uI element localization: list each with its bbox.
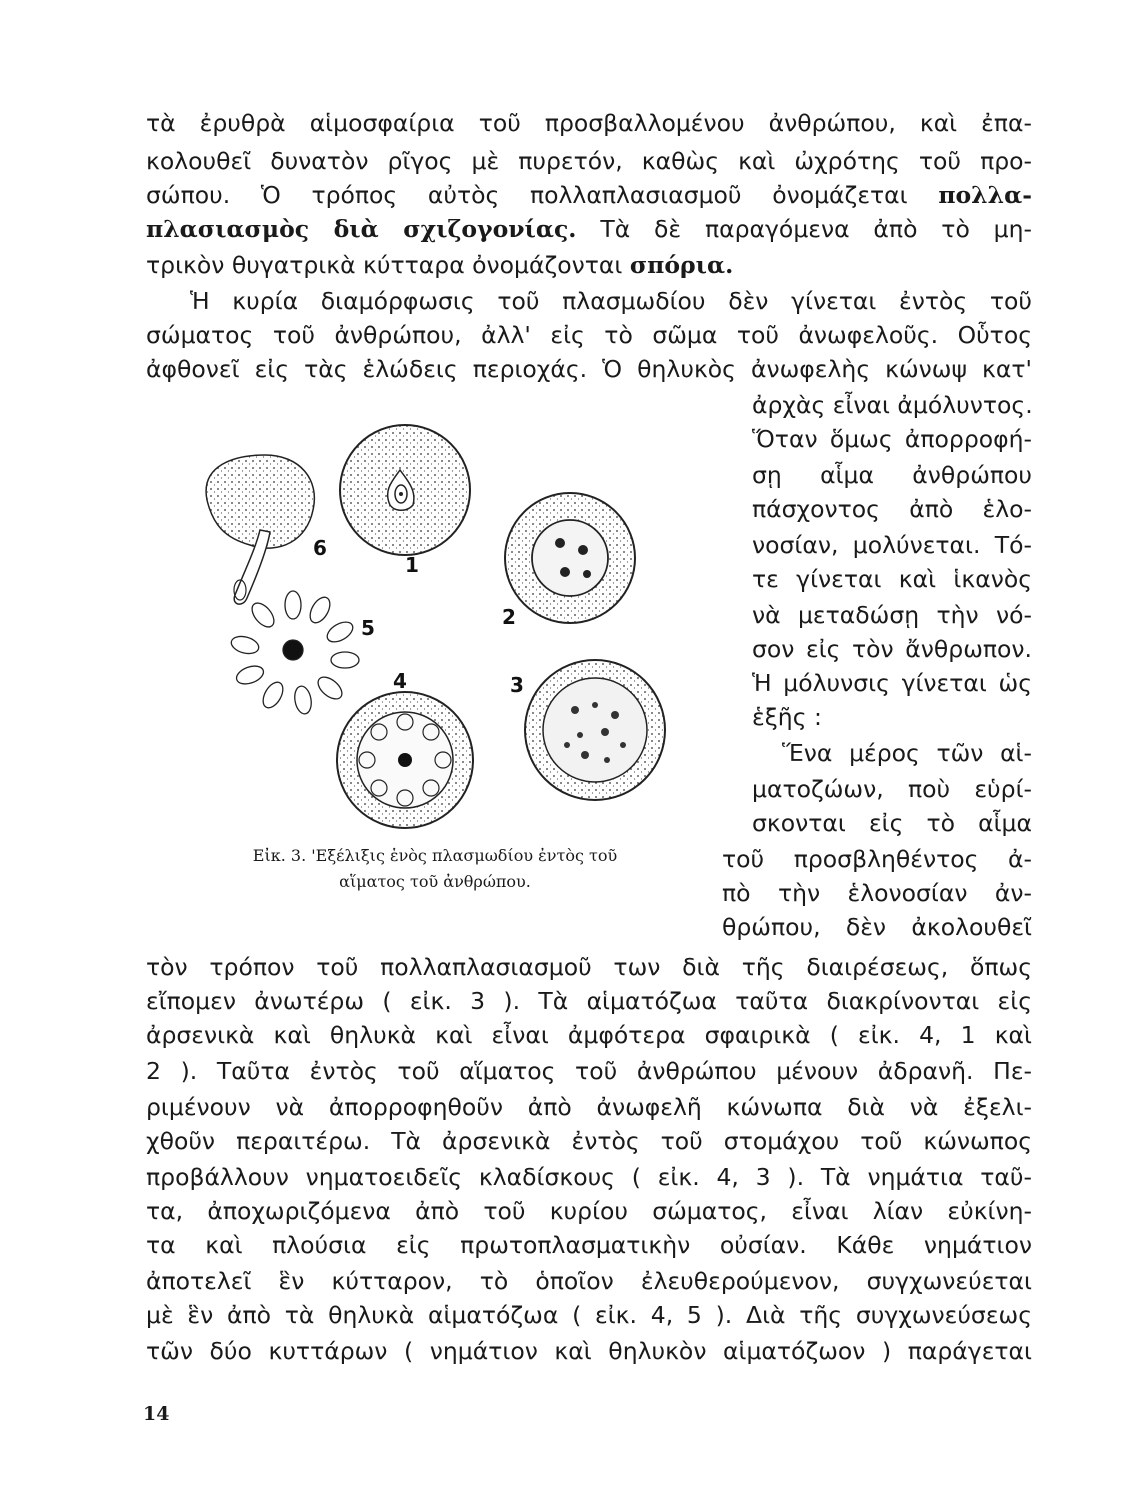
- side-line: ἑξῆς :: [752, 703, 822, 731]
- text-line: σώματος τοῦ ἀνθρώπου, ἀλλ' εἰς τὸ σῶμα τοῦ ἀνωφελοῦς. Οὗτος: [146, 321, 1032, 349]
- figure-label: 5: [361, 616, 375, 640]
- text-line: τα καὶ πλούσια εἰς πρωτοπλασματικὴν οὐσίαν. Κάθε νημάτιον: [146, 1231, 1032, 1259]
- side-line: τοῦ προσβληθέντος ἀ-: [722, 845, 1032, 873]
- side-line: Ὅταν ὅμως ἀπορροφή-: [752, 425, 1032, 453]
- bold-term: πολλα-: [938, 181, 1032, 209]
- text-line: μὲ ἓν ἀπὸ τὰ θηλυκὰ αἱματόζωα ( εἰκ. 4, 5 ). Διὰ τῆς συγχωνεύσεως: [146, 1301, 1032, 1329]
- side-line: σῃ αἷμα ἀνθρώπου: [752, 461, 1032, 489]
- figure-label: 6: [313, 536, 327, 560]
- text-line: ριμένουν νὰ ἀπορροφηθοῦν ἀπὸ ἀνωφελῆ κώνωπα διὰ νὰ ἐξελι-: [146, 1093, 1032, 1121]
- text-line: κολουθεῖ δυνατὸν ρῖγος μὲ πυρετόν, καθὼς καὶ ὠχρότης τοῦ προ-: [146, 147, 1032, 175]
- text-line: 2 ). Ταῦτα ἐντὸς τοῦ αἵματος τοῦ ἀνθρώπου μένουν ἀδρανῆ. Πε-: [146, 1057, 1032, 1085]
- cell-1: [340, 425, 470, 555]
- figure-label: 1: [405, 553, 419, 577]
- side-line: νὰ μεταδώσῃ τὴν νό-: [752, 601, 1032, 629]
- side-line: νοσίαν, μολύνεται. Τό-: [752, 531, 1032, 559]
- plasmodium-illustration: [195, 410, 715, 840]
- side-line: πάσχοντος ἀπὸ ἑλο-: [752, 495, 1032, 523]
- caption-line: αἵματος τοῦ ἀνθρώπου.: [339, 872, 531, 891]
- text-line: ἀποτελεῖ ἓν κύτταρον, τὸ ὁποῖον ἐλευθερούμενον, συγχωνεύεται: [146, 1267, 1032, 1295]
- text-line: εἴπομεν ἀνωτέρω ( εἰκ. 3 ). Τὰ αἱματόζωα ταῦτα διακρίνονται εἰς: [146, 987, 1032, 1015]
- text-line: προβάλλουν νηματοειδεῖς κλαδίσκους ( εἰκ. 4, 3 ). Τὰ νημάτια ταῦ-: [146, 1163, 1032, 1191]
- text-line: τα, ἀποχωριζόμενα ἀπὸ τοῦ κυρίου σώματος, εἶναι λίαν εὐκίνη-: [146, 1197, 1032, 1225]
- caption-line: Εἰκ. 3. 'Εξέλιξις ἑνὸς πλασμωδίου ἐντὸς τοῦ: [252, 846, 618, 865]
- cell-3: [525, 660, 665, 800]
- text-segment: σώπου. Ὁ τρόπος αὐτὸς πολλαπλασιασμοῦ ὀνομάζεται: [146, 181, 908, 209]
- side-line: ἀρχὰς εἶναι ἀμόλυντος.: [752, 391, 1033, 419]
- text-line: τῶν δύο κυττάρων ( νημάτιον καὶ θηλυκὸν αἱματόζωον ) παράγεται: [146, 1337, 1032, 1365]
- side-line: Ἡ μόλυνσις γίνεται ὡς: [752, 669, 1032, 697]
- cell-6: [206, 455, 314, 604]
- figure-label: 4: [393, 669, 407, 693]
- text-line: [146, 250, 1032, 280]
- text-segment: Τὰ δὲ παραγόμενα ἀπὸ τὸ μη-: [600, 215, 1032, 243]
- text-segment: τρικὸν θυγατρικὰ κύτταρα ὀνομάζονται: [146, 251, 623, 279]
- side-line: σον εἰς τὸν ἄνθρωπον.: [752, 635, 1032, 663]
- text-line: τὸν τρόπον τοῦ πολλαπλασιασμοῦ των διὰ τῆς διαιρέσεως, ὅπως: [146, 953, 1032, 981]
- cell-5: [229, 591, 359, 715]
- text-line: [146, 214, 1032, 244]
- bold-term: πλασιασμὸς διὰ σχιζογονίας.: [146, 215, 577, 243]
- cell-4: [337, 692, 473, 828]
- side-line: τε γίνεται καὶ ἱκανὸς: [752, 565, 1032, 593]
- side-line: Ἕνα μέρος τῶν αἱ-: [782, 739, 1032, 767]
- figure-plasmodium: [195, 410, 715, 840]
- side-line: πὸ τὴν ἑλονοσίαν ἀν-: [722, 879, 1032, 907]
- text-line: ἀφθονεῖ εἰς τὰς ἑλώδεις περιοχάς. Ὁ θηλυκὸς ἀνωφελὴς κώνωψ κατ': [146, 355, 1032, 383]
- figure-label: 3: [510, 673, 524, 697]
- side-line: θρώπου, δὲν ἀκολουθεῖ: [722, 913, 1032, 941]
- figure-caption: [190, 843, 680, 895]
- figure-label: 2: [502, 605, 516, 629]
- text-line: Ἡ κυρία διαμόρφωσις τοῦ πλασμωδίου δὲν γίνεται ἐντὸς τοῦ: [190, 287, 1032, 315]
- side-line: ματοζώων, ποὺ εὑρί-: [752, 775, 1032, 803]
- cell-2: [505, 493, 635, 623]
- text-line: ἀρσενικὰ καὶ θηλυκὰ καὶ εἶναι ἀμφότερα σφαιρικὰ ( εἰκ. 4, 1 καὶ: [146, 1021, 1032, 1049]
- bold-term: σπόρια.: [629, 251, 734, 279]
- side-line: σκονται εἰς τὸ αἷμα: [752, 809, 1032, 837]
- text-line: [146, 180, 1032, 210]
- page-number: 14: [143, 1403, 170, 1425]
- text-line: χθοῦν περαιτέρω. Τὰ ἀρσενικὰ ἐντὸς τοῦ στομάχου τοῦ κώνωπος: [146, 1127, 1032, 1155]
- text-line: τὰ ἐρυθρὰ αἱμοσφαίρια τοῦ προσβαλλομένου ἀνθρώπου, καὶ ἐπα-: [146, 109, 1032, 137]
